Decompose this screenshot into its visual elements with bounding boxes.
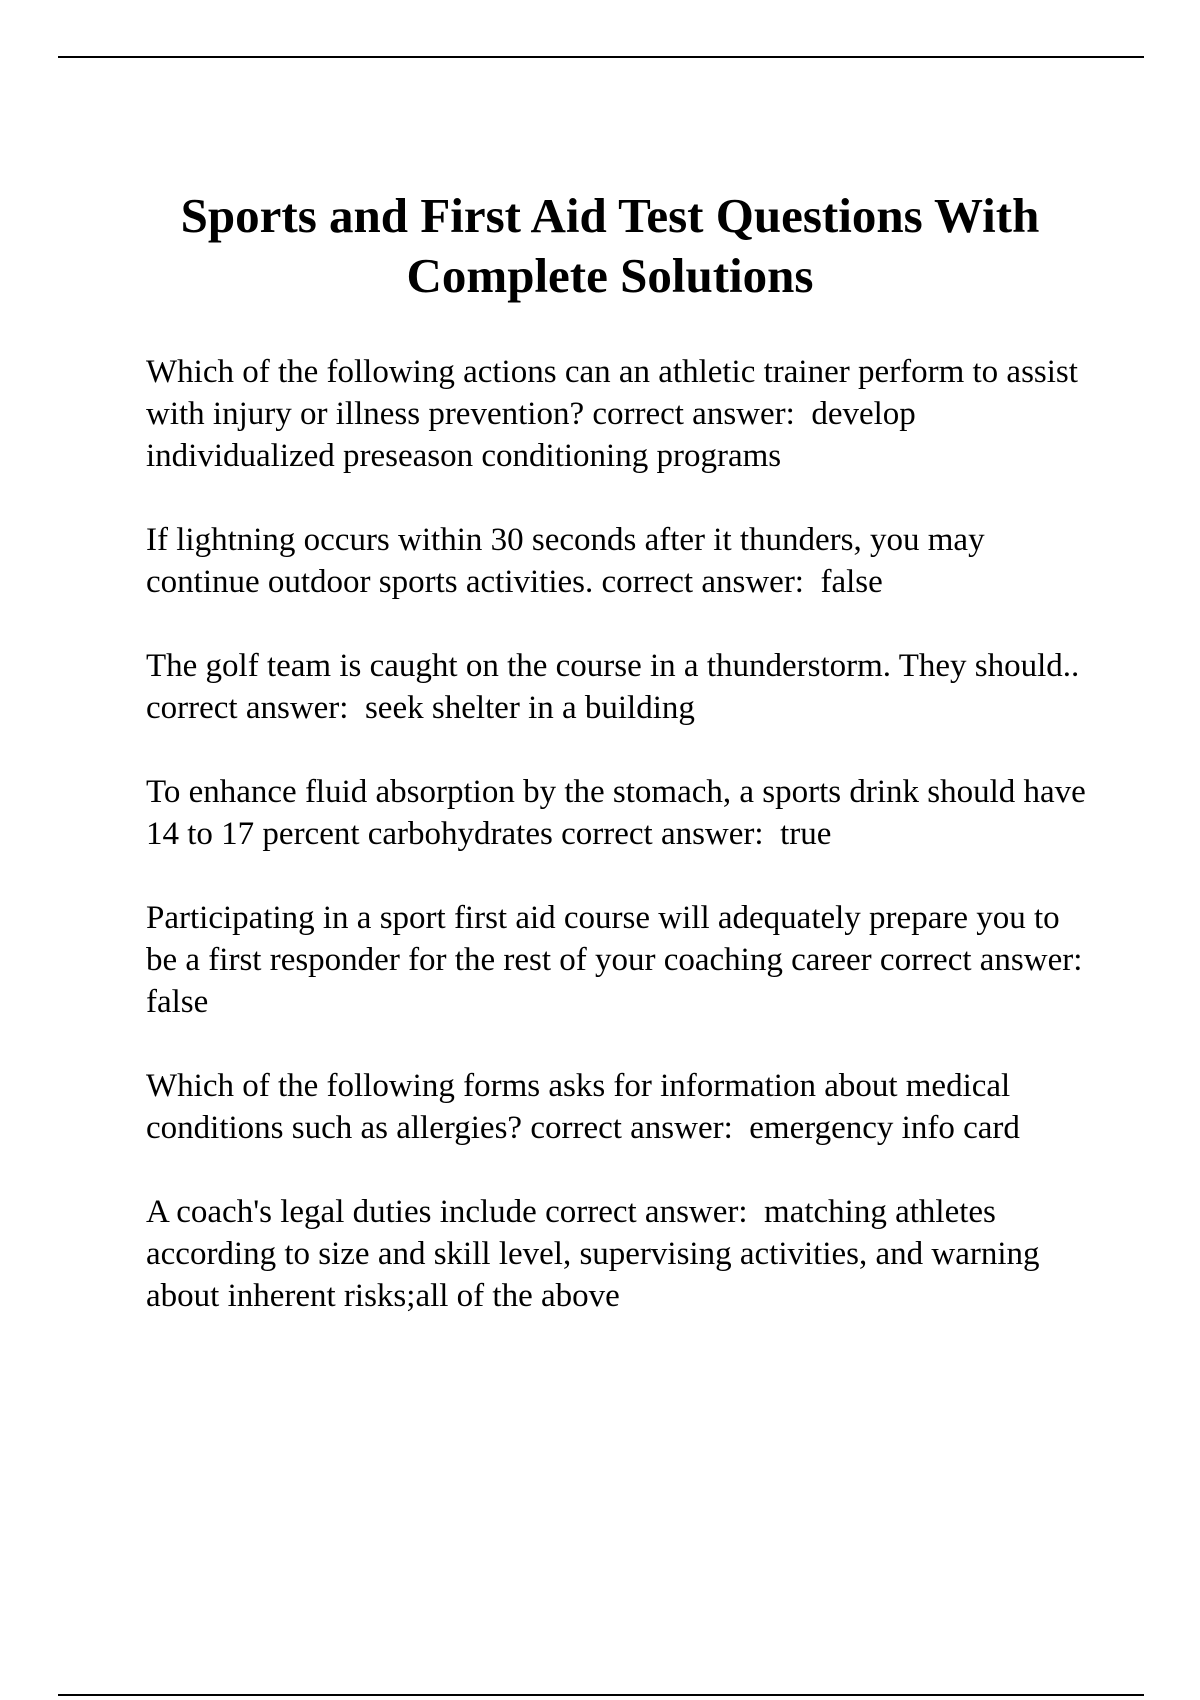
qa-item: [146, 645, 1086, 729]
answer-text: true: [780, 816, 832, 852]
question-text: Which of the following forms asks for information about medical conditions such as allergies?: [146, 1068, 1019, 1146]
answer-prefix: correct answer:: [879, 942, 1099, 978]
top-rule: [58, 56, 1144, 58]
answer-text: emergency info card: [749, 1110, 1020, 1146]
qa-item: [146, 351, 1086, 477]
answer-prefix: correct answer:: [545, 1194, 765, 1230]
question-text: To enhance fluid absorption by the stomach, a sports drink should have 14 to 17 percent carbohydrates: [146, 774, 1095, 852]
bottom-rule: [58, 1694, 1144, 1696]
answer-prefix: correct answer:: [592, 396, 812, 432]
question-answer-list: [146, 351, 1099, 1359]
title-line-2: Complete Solutions: [406, 248, 814, 303]
answer-prefix: correct answer:: [146, 690, 365, 726]
answer-prefix: correct answer:: [530, 1110, 750, 1146]
page-title: [130, 186, 1090, 306]
question-text: The golf team is caught on the course in a thunderstorm. They should..: [146, 648, 1080, 684]
answer-text: false: [146, 984, 209, 1020]
answer-text: false: [820, 564, 883, 600]
answer-prefix: correct answer:: [601, 564, 821, 600]
answer-text: seek shelter in a building: [364, 690, 695, 726]
title-line-1: Sports and First Aid Test Questions With: [180, 188, 1040, 243]
qa-item: [146, 1065, 1086, 1149]
qa-item: [146, 771, 1095, 855]
answer-text: matching athletes according to size and skill level, supervising activities, and warning about inherent risks;all of the above: [146, 1194, 1048, 1314]
question-text: If lightning occurs within 30 seconds after it thunders, you may continue outdoor sports activities.: [146, 522, 993, 600]
answer-prefix: correct answer:: [561, 816, 781, 852]
qa-item: [146, 519, 1086, 603]
answer-text: develop individualized preseason conditioning programs: [146, 396, 925, 474]
question-text: Which of the following actions can an athletic trainer perform to assist with injury or illness prevention?: [146, 354, 1087, 432]
qa-item: [146, 1191, 1086, 1317]
question-text: A coach's legal duties include: [146, 1194, 537, 1230]
qa-item: [146, 897, 1099, 1023]
question-text: Participating in a sport first aid course will adequately prepare you to be a first responder for the rest of your coaching career: [146, 900, 1068, 978]
